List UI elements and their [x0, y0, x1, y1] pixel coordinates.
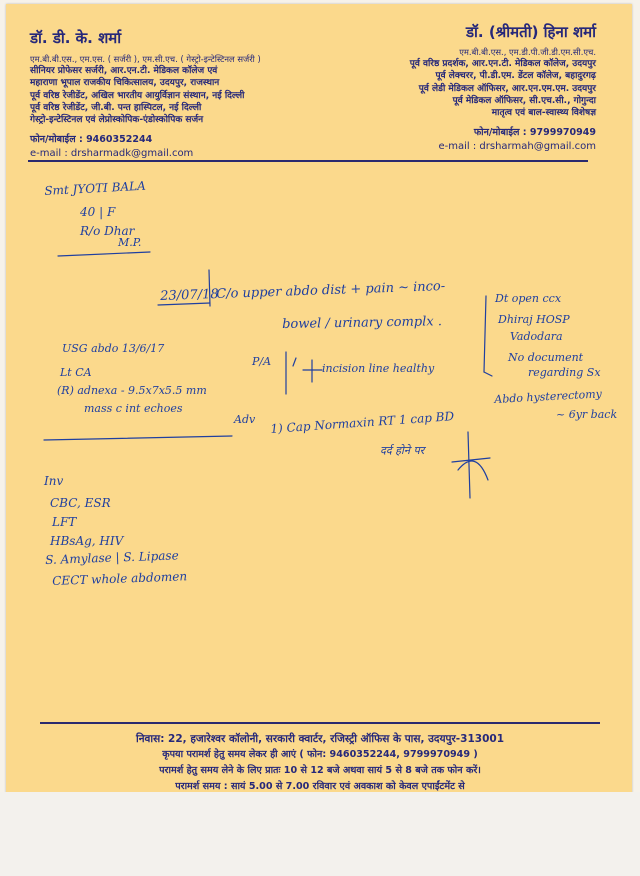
patient-age-sex: 40 | F	[80, 205, 116, 219]
date-underline	[158, 303, 210, 305]
advice-label: Adv	[234, 413, 256, 426]
usg-finding-3: mass c int echoes	[84, 402, 183, 415]
complaint-line-2: bowel / urinary complx .	[282, 314, 443, 332]
history-bracket-tick	[484, 372, 492, 376]
exam-pa-label: P/A	[252, 355, 272, 368]
section-divider	[44, 436, 232, 440]
doctor-left-email: e-mail : drsharmadk@gmail.com	[30, 148, 194, 160]
doctor-left-line-6: गेस्ट्रो-इन्टेस्टिनल एवं लेप्रोस्कोपिक-एंडोस्कोपिक सर्जन	[30, 115, 204, 126]
signature-flourish	[458, 461, 488, 480]
footer-call-timing: परामर्श हेतु समय लेने के लिए प्रातः 10 से 12 बजे अथवा सायं 5 से 8 बजे तक फोन करें।	[159, 765, 481, 776]
exam-pa-note: incision line healthy	[322, 362, 435, 375]
doctor-right-email: e-mail : drsharmah@gmail.com	[438, 141, 596, 153]
doctor-right-phone: फोन/मोबाईल : 9799970949	[473, 127, 596, 139]
visit-date: 23/07/18	[160, 286, 219, 304]
investigation-1: CBC, ESR	[50, 496, 111, 510]
investigations-label: Inv	[44, 474, 64, 488]
history-bracket	[484, 296, 486, 372]
investigation-3: HBsAg, HIV	[50, 534, 124, 548]
doctor-right-line-5: पूर्व मेडिकल ऑफिसर, सी.एच.सी., गोगुन्दा	[452, 95, 596, 106]
history-line-1: Dt open ccx	[495, 292, 562, 305]
patient-underline	[58, 252, 150, 256]
investigation-4: S. Amylase | S. Lipase	[45, 548, 179, 567]
doctor-right-line-6: मातृत्व एवं बाल-स्वास्थ्य विशेषज्ञ	[491, 108, 596, 119]
patient-residence: R/o Dhar	[80, 224, 135, 238]
doctor-left-name: डॉ. डी. के. शर्मा	[30, 29, 122, 47]
patient-state: M.P.	[118, 236, 142, 249]
footer-divider	[40, 722, 600, 724]
signature-vertical	[468, 432, 470, 498]
doctor-left-line-3: महाराणा भूपाल राजकीय चिकित्सालय, उदयपुर, राजस्थान	[30, 78, 220, 89]
history-line-7: ~ 6yr back	[556, 408, 618, 421]
doctor-left-line-4: पूर्व वरिष्ठ रेजीडेंट, अखिल भारतीय आयुर्विज्ञान संस्थान, नई दिल्ली	[30, 90, 245, 101]
history-line-4: No document	[508, 351, 584, 364]
doctor-left-phone: फोन/मोबाईल : 9460352244	[30, 134, 153, 146]
doctor-right-line-4: पूर्व लेडी मेडिकल ऑफिसर, आर.एन.एम.एम. उदयपुर	[418, 83, 596, 94]
date-vertical	[209, 270, 210, 306]
doctor-left-line-2: सीनियर प्रोफेसर सर्जरी, आर.एन.टी. मेडिकल कॉलेज एवं	[30, 66, 218, 77]
doctor-right-name: डॉ. (श्रीमती) हिना शर्मा	[465, 23, 596, 41]
history-line-3: Vadodara	[510, 330, 563, 343]
footer-appointment-note: कृपया परामर्श हेतु समय लेकर ही आएं ( फोन: 9460352244, 9799970949 )	[162, 749, 478, 760]
investigation-2: LFT	[52, 515, 77, 529]
doctor-left-line-5: पूर्व वरिष्ठ रेजीडेंट, जी.बी. पन्त हास्पिटल, नई दिल्ली	[30, 102, 202, 113]
doctor-left-qualification: एम.बी.बी.एस., एम.एस. ( सर्जरी ), एम.सी.एच. ( गेस्ट्रो-इन्टेस्टिनल सर्जरी )	[30, 54, 261, 64]
advice-item-1: 1) Cap Normaxin RT 1 cap BD	[270, 409, 455, 436]
doctor-right-line-2: पूर्व वरिष्ठ प्रदर्शक, आर.एन.टी. मेडिकल कॉलेज, उदयपुर	[409, 59, 596, 70]
footer-consultation-hours: परामर्श समय : सायं 5.00 से 7.00 रविवार एवं अवकाश को केवल एपाईंटमेंट से	[175, 781, 465, 792]
footer-address: निवास: 22, हजारेश्वर कॉलोनी, सरकारी क्वार्टर, रजिस्ट्री ऑफिस के पास, उदयपुर-313001	[136, 733, 504, 745]
doctor-right-qualification: एम.बी.बी.एस., एम.डी.पी.जी.डी.एम.सी.एच.	[459, 47, 596, 57]
history-line-2: Dhiraj HOSP	[498, 313, 570, 326]
complaint-line-1: C/o upper abdo dist + pain ~ inco-	[216, 279, 446, 302]
usg-title: USG abdo 13/6/17	[62, 342, 165, 355]
advice-item-note: दर्द होने पर	[380, 444, 425, 457]
doctor-right-line-3: पूर्व लेक्चरर, पी.डी.एम. डेंटल कॉलेज, बहादुरगढ़	[435, 71, 596, 82]
patient-name: Smt JYOTI BALA	[44, 178, 147, 198]
usg-finding-2: (R) adnexa - 9.5x7x5.5 mm	[57, 384, 207, 397]
usg-finding-1: Lt CA	[60, 366, 92, 379]
abdomen-diagram-tick	[293, 358, 296, 366]
history-line-6: Abdo hysterectomy	[494, 387, 603, 406]
history-line-5: regarding Sx	[528, 366, 601, 379]
investigation-5: CECT whole abdomen	[52, 569, 188, 588]
footer	[60, 731, 580, 795]
